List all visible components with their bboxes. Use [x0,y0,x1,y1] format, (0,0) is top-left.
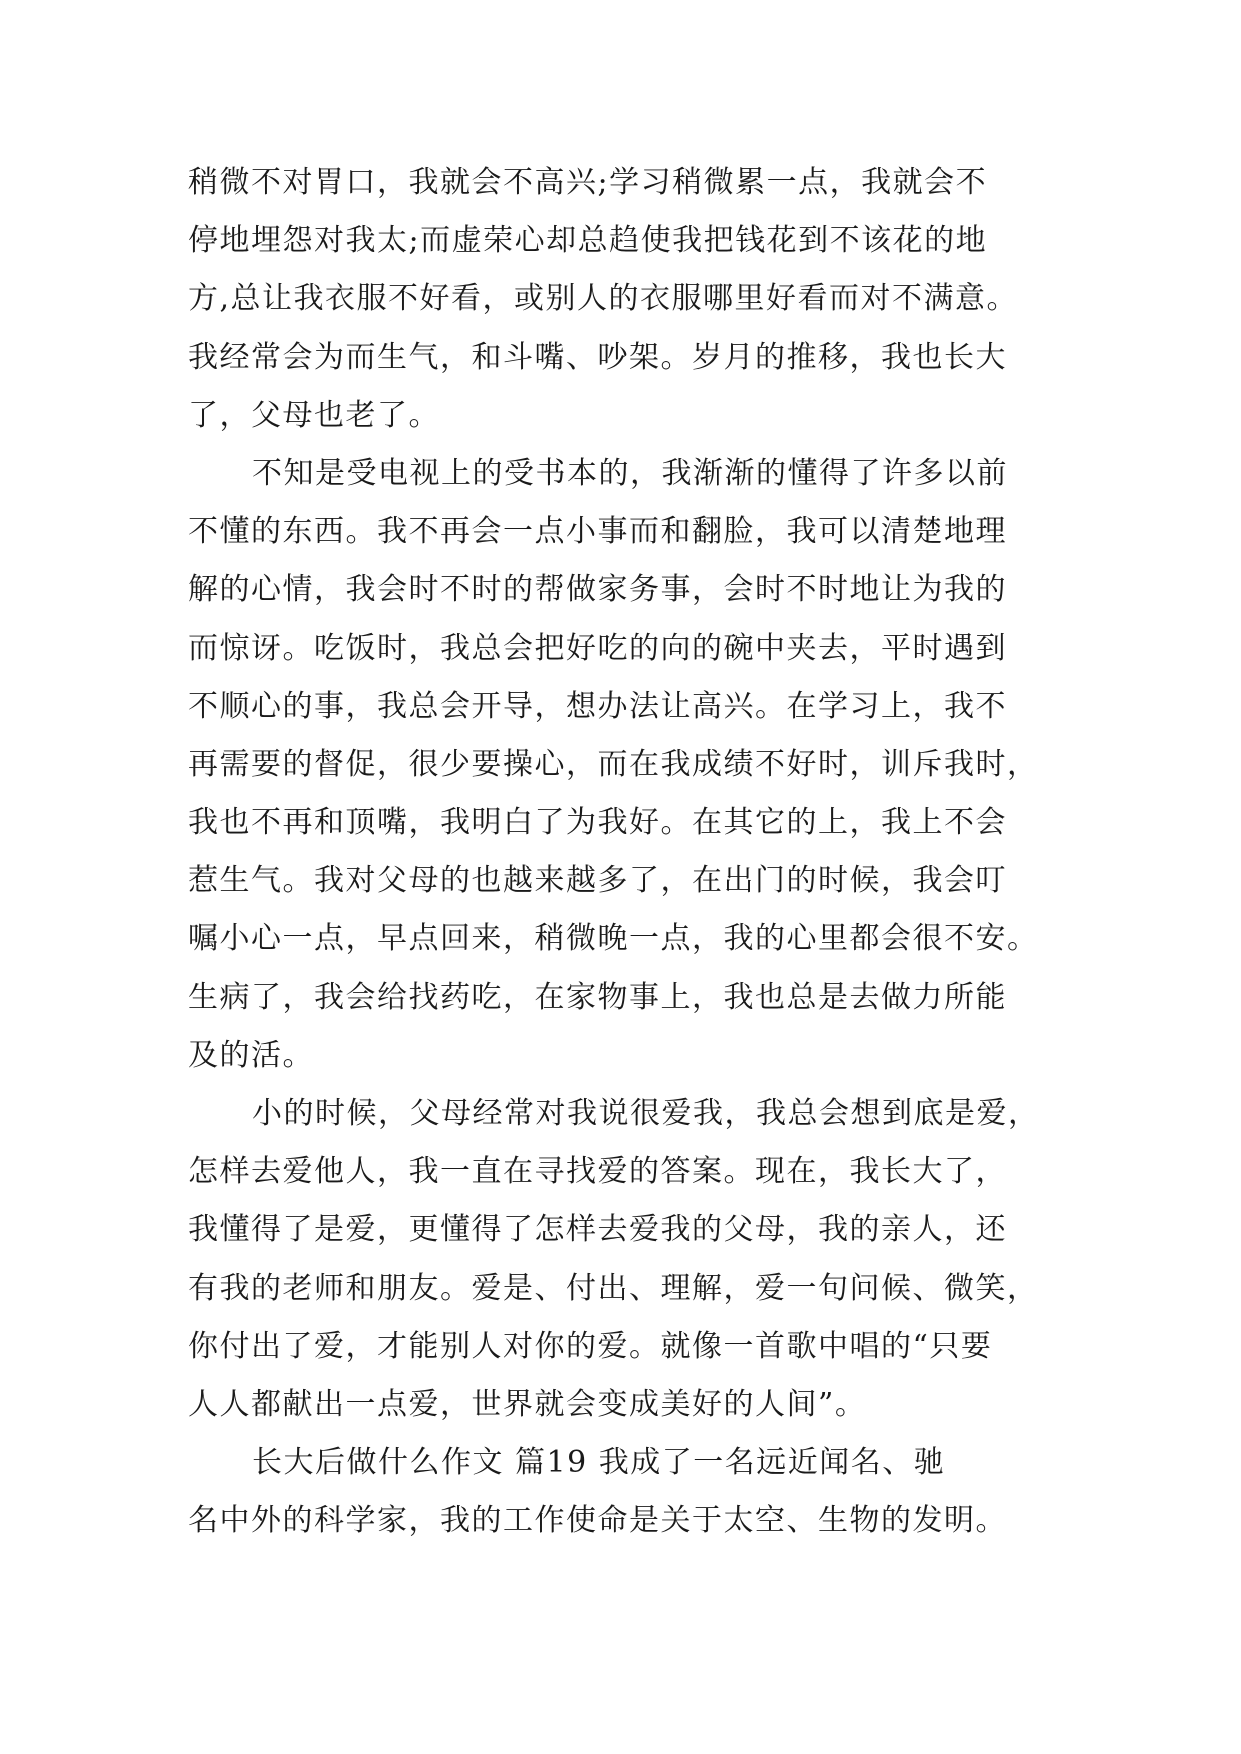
text-line: 我也不再和顶嘴，我明白了为我好。在其它的上，我上不会 [188,805,1007,841]
text-line: 解的心情，我会时不时的帮做家务事，会时不时地让为我的 [188,572,1007,608]
text-line: 名中外的科学家，我的工作使命是关于太空、生物的发明。 [188,1503,1007,1539]
text-line: 不顺心的事，我总会开导，想办法让高兴。在学习上，我不 [188,688,1007,724]
text-line: 及的活。 [188,1037,314,1073]
text-line: 生病了，我会给找药吃，在家物事上，我也总是去做力所能 [188,979,1007,1015]
text-line: 惹生气。我对父母的也越来越多了，在出门的时候，我会叮 [188,863,1007,899]
text-line: 人人都献出一点爱，世界就会变成美好的人间”。 [188,1386,867,1422]
body-text [188,154,1068,1551]
text-line: 怎样去爱他人，我一直在寻找爱的答案。现在，我长大了， [188,1154,1007,1190]
text-line: 而惊讶。吃饭时，我总会把好吃的向的碗中夹去，平时遇到 [188,630,1007,666]
text-line: 我懂得了是爱，更懂得了怎样去爱我的父母，我的亲人，还 [188,1212,1007,1248]
paragraph-start-line: 长大后做什么作文 篇19 我成了一名远近闻名、驰 [252,1445,946,1481]
text-line: 你付出了爱，才能别人对你的爱。就像一首歌中唱的“只要 [188,1328,993,1364]
text-line: 我经常会为而生气，和斗嘴、吵架。岁月的推移，我也长大 [188,339,1007,375]
text-line: 不懂的东西。我不再会一点小事而和翻脸，我可以清楚地理 [188,514,1007,550]
text-line: 了，父母也老了。 [188,397,440,433]
text-line: 停地埋怨对我太;而虚荣心却总趋使我把钱花到不该花的地 [188,223,988,259]
paragraph-start-line: 不知是受电视上的受书本的，我渐渐的懂得了许多以前 [252,455,1008,491]
text-line: 方,总让我衣服不好看，或别人的衣服哪里好看而对不满意。 [188,281,1019,317]
paragraph-start-line: 小的时候，父母经常对我说很爱我，我总会想到底是爱， [252,1096,1040,1131]
text-line: 嘱小心一点，早点回来，稍微晚一点，我的心里都会很不安。 [188,921,1039,957]
text-line: 稍微不对胃口，我就会不高兴;学习稍微累一点，我就会不 [188,165,988,200]
text-line: 有我的老师和朋友。爱是、付出、理解，爱一句问候、微笑， [188,1270,1039,1306]
text-line: 再需要的督促，很少要操心，而在我成绩不好时，训斥我时， [188,746,1039,782]
